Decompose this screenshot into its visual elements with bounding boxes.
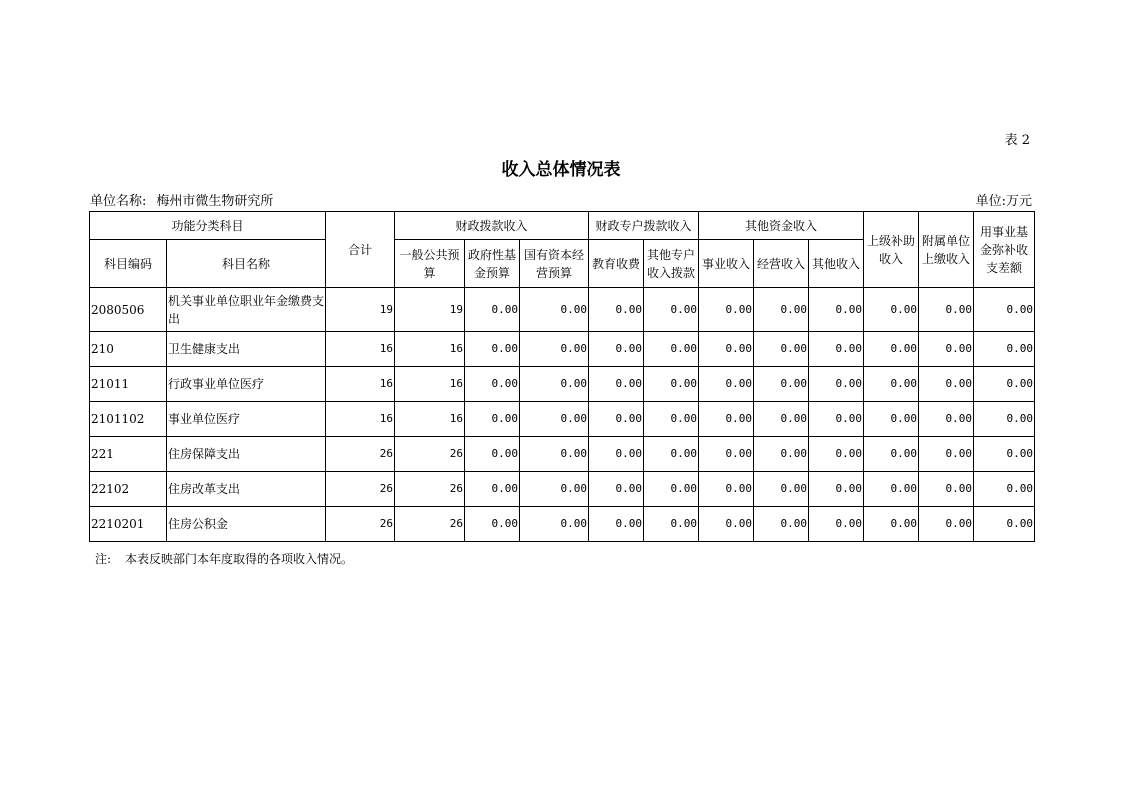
cell-name: 事业单位医疗 (167, 402, 326, 437)
cell-superior-subsidy: 0.00 (864, 288, 919, 332)
cell-edu-fee: 0.00 (589, 437, 644, 472)
cell-fund-cover: 0.00 (974, 402, 1035, 437)
cell-superior-subsidy: 0.00 (864, 332, 919, 367)
cell-other-special: 0.00 (644, 367, 699, 402)
table-row (90, 437, 1035, 472)
header-func-class: 功能分类科目 (90, 212, 326, 240)
cell-business: 0.00 (699, 472, 754, 507)
page-title: 收入总体情况表 (501, 160, 621, 180)
cell-gov-fund: 0.00 (465, 507, 520, 542)
cell-superior-subsidy: 0.00 (864, 437, 919, 472)
header-gov-fund: 政府性基金预算 (465, 240, 520, 288)
cell-affiliated: 0.00 (919, 367, 974, 402)
cell-other-income: 0.00 (809, 367, 864, 402)
income-summary-table (89, 211, 1035, 542)
header-name: 科目名称 (167, 240, 326, 288)
cell-edu-fee: 0.00 (589, 472, 644, 507)
cell-name: 住房公积金 (167, 507, 326, 542)
cell-other-income: 0.00 (809, 402, 864, 437)
cell-fund-cover: 0.00 (974, 332, 1035, 367)
cell-operating: 0.00 (754, 367, 809, 402)
cell-fund-cover: 0.00 (974, 288, 1035, 332)
cell-other-income: 0.00 (809, 332, 864, 367)
header-operating: 经营收入 (754, 240, 809, 288)
header-edu-fee: 教育收费 (589, 240, 644, 288)
cell-name: 住房改革支出 (167, 472, 326, 507)
table-row (90, 288, 1035, 332)
table-row (90, 367, 1035, 402)
cell-code: 2080506 (90, 288, 167, 332)
cell-state-capital: 0.00 (520, 288, 589, 332)
header-fiscal: 财政拨款收入 (395, 212, 589, 240)
cell-code: 21011 (90, 367, 167, 402)
note-text: 本表反映部门本年度取得的各项收入情况。 (125, 552, 354, 566)
cell-operating: 0.00 (754, 507, 809, 542)
header-other-funds: 其他资金收入 (699, 212, 864, 240)
cell-edu-fee: 0.00 (589, 507, 644, 542)
cell-edu-fee: 0.00 (589, 288, 644, 332)
cell-state-capital: 0.00 (520, 332, 589, 367)
header-total: 合计 (326, 212, 395, 288)
cell-gov-fund: 0.00 (465, 472, 520, 507)
cell-total: 26 (326, 472, 395, 507)
note-label: 注: (95, 552, 112, 566)
cell-edu-fee: 0.00 (589, 332, 644, 367)
cell-gov-fund: 0.00 (465, 367, 520, 402)
cell-name: 行政事业单位医疗 (167, 367, 326, 402)
cell-other-special: 0.00 (644, 332, 699, 367)
cell-affiliated: 0.00 (919, 472, 974, 507)
cell-superior-subsidy: 0.00 (864, 472, 919, 507)
cell-fund-cover: 0.00 (974, 367, 1035, 402)
unit-name-line (90, 190, 273, 209)
cell-code: 22102 (90, 472, 167, 507)
unit-name-label: 单位名称: (90, 194, 147, 209)
cell-affiliated: 0.00 (919, 288, 974, 332)
cell-superior-subsidy: 0.00 (864, 367, 919, 402)
cell-state-capital: 0.00 (520, 507, 589, 542)
cell-superior-subsidy: 0.00 (864, 402, 919, 437)
cell-gov-fund: 0.00 (465, 402, 520, 437)
table-row (90, 402, 1035, 437)
cell-gov-fund: 0.00 (465, 288, 520, 332)
cell-state-capital: 0.00 (520, 402, 589, 437)
cell-operating: 0.00 (754, 472, 809, 507)
cell-code: 210 (90, 332, 167, 367)
header-special: 财政专户拨款收入 (589, 212, 699, 240)
unit-name-value: 梅州市微生物研究所 (156, 194, 274, 209)
cell-general-budget: 19 (395, 288, 465, 332)
cell-other-income: 0.00 (809, 472, 864, 507)
cell-general-budget: 16 (395, 367, 465, 402)
cell-state-capital: 0.00 (520, 367, 589, 402)
header-superior-subsidy: 上级补助收入 (864, 212, 919, 288)
cell-general-budget: 16 (395, 402, 465, 437)
header-business: 事业收入 (699, 240, 754, 288)
cell-total: 26 (326, 507, 395, 542)
cell-superior-subsidy: 0.00 (864, 507, 919, 542)
cell-other-special: 0.00 (644, 288, 699, 332)
cell-other-income: 0.00 (809, 288, 864, 332)
cell-code: 2210201 (90, 507, 167, 542)
cell-total: 16 (326, 367, 395, 402)
cell-other-special: 0.00 (644, 437, 699, 472)
cell-state-capital: 0.00 (520, 472, 589, 507)
header-code: 科目编码 (90, 240, 167, 288)
table-row (90, 332, 1035, 367)
cell-operating: 0.00 (754, 332, 809, 367)
cell-business: 0.00 (699, 507, 754, 542)
cell-name: 机关事业单位职业年金缴费支出 (167, 288, 326, 332)
cell-total: 26 (326, 437, 395, 472)
cell-fund-cover: 0.00 (974, 437, 1035, 472)
cell-edu-fee: 0.00 (589, 402, 644, 437)
cell-affiliated: 0.00 (919, 437, 974, 472)
header-other-special: 其他专户收入拨款 (644, 240, 699, 288)
cell-code: 2101102 (90, 402, 167, 437)
table-number: 表 2 (1004, 133, 1030, 148)
header-affiliated: 附属单位上缴收入 (919, 212, 974, 288)
cell-other-special: 0.00 (644, 402, 699, 437)
cell-general-budget: 26 (395, 507, 465, 542)
cell-business: 0.00 (699, 437, 754, 472)
header-state-capital: 国有资本经营预算 (520, 240, 589, 288)
footnote (95, 550, 353, 567)
cell-fund-cover: 0.00 (974, 472, 1035, 507)
cell-general-budget: 26 (395, 437, 465, 472)
cell-general-budget: 16 (395, 332, 465, 367)
header-other-income: 其他收入 (809, 240, 864, 288)
currency-unit: 单位:万元 (975, 194, 1032, 209)
cell-name: 卫生健康支出 (167, 332, 326, 367)
cell-total: 16 (326, 402, 395, 437)
cell-code: 221 (90, 437, 167, 472)
cell-state-capital: 0.00 (520, 437, 589, 472)
cell-operating: 0.00 (754, 288, 809, 332)
cell-gov-fund: 0.00 (465, 332, 520, 367)
cell-other-income: 0.00 (809, 437, 864, 472)
cell-business: 0.00 (699, 332, 754, 367)
cell-total: 19 (326, 288, 395, 332)
cell-business: 0.00 (699, 367, 754, 402)
table-row (90, 472, 1035, 507)
cell-other-special: 0.00 (644, 472, 699, 507)
table-row (90, 507, 1035, 542)
cell-business: 0.00 (699, 288, 754, 332)
cell-affiliated: 0.00 (919, 507, 974, 542)
cell-name: 住房保障支出 (167, 437, 326, 472)
cell-affiliated: 0.00 (919, 332, 974, 367)
cell-other-special: 0.00 (644, 507, 699, 542)
cell-operating: 0.00 (754, 437, 809, 472)
cell-other-income: 0.00 (809, 507, 864, 542)
cell-operating: 0.00 (754, 402, 809, 437)
cell-total: 16 (326, 332, 395, 367)
cell-edu-fee: 0.00 (589, 367, 644, 402)
header-general-budget: 一般公共预算 (395, 240, 465, 288)
cell-general-budget: 26 (395, 472, 465, 507)
cell-affiliated: 0.00 (919, 402, 974, 437)
header-fund-cover: 用事业基金弥补收支差额 (974, 212, 1035, 288)
cell-gov-fund: 0.00 (465, 437, 520, 472)
cell-fund-cover: 0.00 (974, 507, 1035, 542)
cell-business: 0.00 (699, 402, 754, 437)
